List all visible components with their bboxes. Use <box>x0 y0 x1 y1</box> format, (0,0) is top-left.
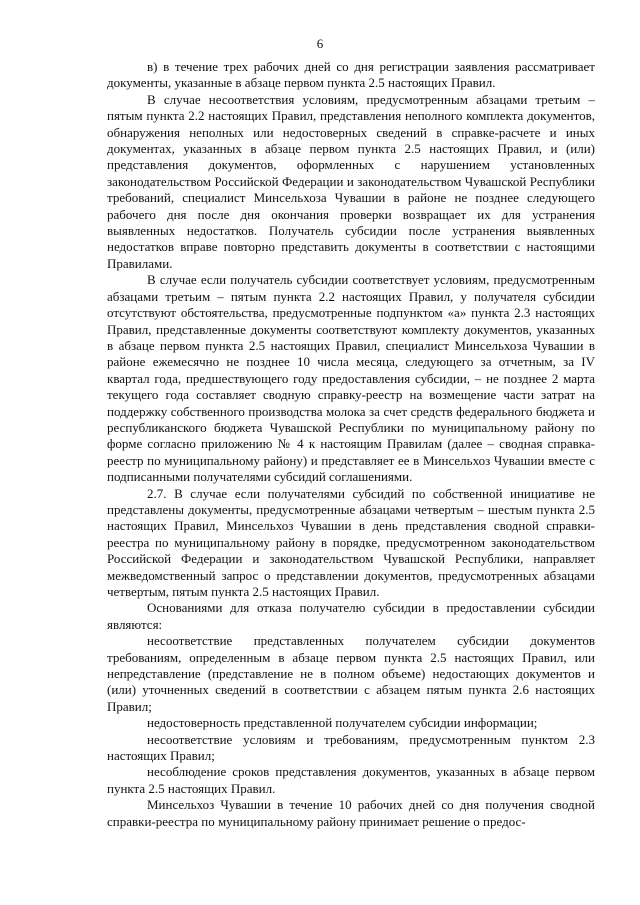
paragraph: Основаниями для отказа получателю субсидии в предоставлении субсидии являются: <box>107 600 595 632</box>
document-body <box>107 59 595 830</box>
paragraph: несоблюдение сроков представления документов, указанных в абзаце первом пункта 2.5 настоящих Правил. <box>107 764 595 796</box>
paragraph: В случае несоответствия условиям, предусмотренным абзацами третьим – пятым пункта 2.2 настоящих Правил, представления неполного комплекта документов, обнаружения неполных или недостоверных сведений в справке-расчете и иных документах, указанных в абзаце первом пункта 2.5 настоящих Правил, и (или) представления документов, оформленных с нарушением установленных законодательством Российской Федерации и законодательством Чувашской Республики требований, специалист Минсельхоза Чувашии в районе не позднее следующего рабочего дня после дня окончания проверки возвращает их для устранения выявленных недостатков. Получатель субсидии после устранения выявленных недостатков вправе повторно представить документы в соответствии с настоящими Правилами. <box>107 91 595 271</box>
paragraph: Минсельхоз Чувашии в течение 10 рабочих дней со дня получения сводной справки-реестра по муниципальному району принимает решение о предос- <box>107 797 595 829</box>
paragraph: несоответствие представленных получателем субсидии документов требованиям, определенным в абзаце первом пункта 2.5 настоящих Правил, или непредставление (представление не в полном объеме) недостающих документов и (или) уточненных сведений в соответствии с абзацем пятым пункта 2.6 настоящих Правил; <box>107 633 595 714</box>
paragraph: 2.7. В случае если получателями субсидий по собственной инициативе не представлены документы, предусмотренные абзацами четвертым – шестым пункта 2.5 настоящих Правил, Минсельхоз Чувашии в день представления сводной справки-реестра по муниципальному району в порядке, предусмотренном законодательством Российской Федерации и законодательством Чувашской Республики, направляет межведомственный запрос о представлении документов, предусмотренных абзацами четвертым, пятым пункта 2.5 настоящих Правил. <box>107 485 595 599</box>
paragraph: в) в течение трех рабочих дней со дня регистрации заявления рассматривает документы, указанные в абзаце первом пункта 2.5 настоящих Правил. <box>107 59 595 91</box>
paragraph: несоответствие условиям и требованиям, предусмотренным пунктом 2.3 настоящих Правил; <box>107 731 595 764</box>
paragraph: недостоверность представленной получателем субсидии информации; <box>147 715 538 731</box>
paragraph: В случае если получатель субсидии соответствует условиям, предусмотренным абзацами третьим – пятым пункта 2.2 настоящих Правил, у получателя субсидии отсутствуют обстоятельства, предусмотренные подпунктом «а» пункта 2.3 настоящих Правил, представленные документы соответствуют комплекту документов, указанных в абзаце первом пункта 2.5 настоящих Правил, специалист Минсельхоза Чувашии в районе ежемесячно не позднее 10 числа месяца, следующего за отчетным, за IV квартал года, предшествующего году предоставления субсидии, – не позднее 2 марта текущего года составляет сводную справку-реестр на возмещение части затрат на поддержку собственного производства молока за счет средств федерального бюджета и республиканского бюджета Чувашской Республики по муниципальному району по форме согласно приложению № 4 к настоящим Правилам (далее – сводная справка-реестр по муниципальному району) и представляет ее в Минсельхоз Чувашии вместе с подписанными получателями субсидий соглашениями. <box>107 272 595 485</box>
page-number: 6 <box>316 36 324 51</box>
